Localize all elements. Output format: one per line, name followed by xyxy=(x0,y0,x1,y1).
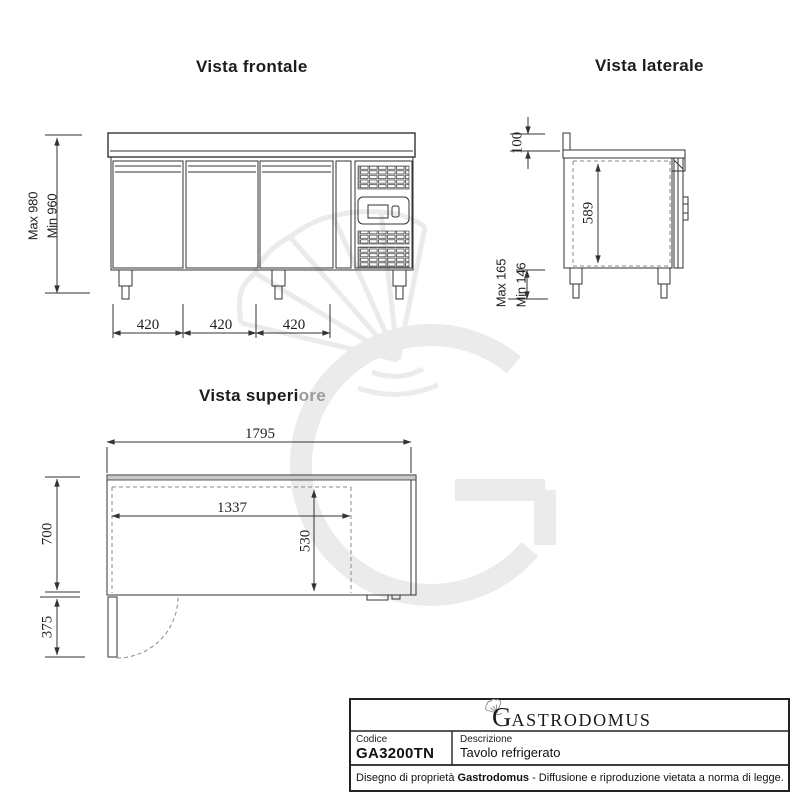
dim-top-interior-depth: 530 xyxy=(297,529,314,553)
open-door xyxy=(108,597,117,657)
door-handle xyxy=(683,197,688,220)
top-total-width-dimension xyxy=(107,442,411,473)
dim-front-height-min: Min 960 xyxy=(44,193,60,239)
code-value: GA3200TN xyxy=(356,745,435,762)
front-door-1 xyxy=(113,161,183,268)
dim-side-interior-height: 589 xyxy=(580,201,597,225)
front-view-title: Vista frontale xyxy=(196,57,308,76)
top-view-title-main: Vista superi xyxy=(199,386,299,405)
dim-top-total-width: 1795 xyxy=(245,426,275,442)
backsplash xyxy=(563,133,570,150)
dim-side-leg-min: Min 146 xyxy=(513,262,529,308)
side-legs xyxy=(570,268,670,298)
footer-suffix: - Diffusione e riproduzione vietata a norma di legge. xyxy=(529,772,784,784)
brand-rest: ASTRODOMUS xyxy=(511,710,652,730)
dim-front-height-max: Max 980 xyxy=(25,191,41,241)
copyright-footer xyxy=(356,772,784,784)
footer-brand: Gastrodomus xyxy=(457,772,530,784)
dim-front-door-2: 420 xyxy=(209,317,233,333)
dim-top-door-open: 375 xyxy=(39,615,56,639)
door-swing-arc xyxy=(117,597,178,658)
front-view-drawing xyxy=(45,133,415,338)
dim-top-interior-width: 1337 xyxy=(217,500,247,516)
front-door-2 xyxy=(186,161,258,268)
code-label: Codice xyxy=(356,734,388,745)
brand-logo xyxy=(492,704,652,731)
side-view-drawing xyxy=(508,117,688,299)
top-view-drawing xyxy=(40,442,416,658)
watermark-letter-g xyxy=(298,335,545,595)
dim-side-backsplash: 100 xyxy=(509,131,526,155)
dim-top-depth: 700 xyxy=(39,522,56,546)
brand-initial: G xyxy=(492,702,512,732)
dim-front-door-3: 420 xyxy=(282,317,306,333)
footer-prefix: Disegno di proprietà xyxy=(356,772,458,784)
top-view-title-faded: ore xyxy=(298,386,327,405)
top-view-title xyxy=(199,386,326,406)
dim-side-leg-max: Max 165 xyxy=(493,258,509,308)
side-view-title: Vista laterale xyxy=(595,56,704,75)
dim-front-door-1: 420 xyxy=(136,317,160,333)
description-label: Descrizione xyxy=(460,734,513,745)
description-value: Tavolo refrigerato xyxy=(460,745,561,760)
